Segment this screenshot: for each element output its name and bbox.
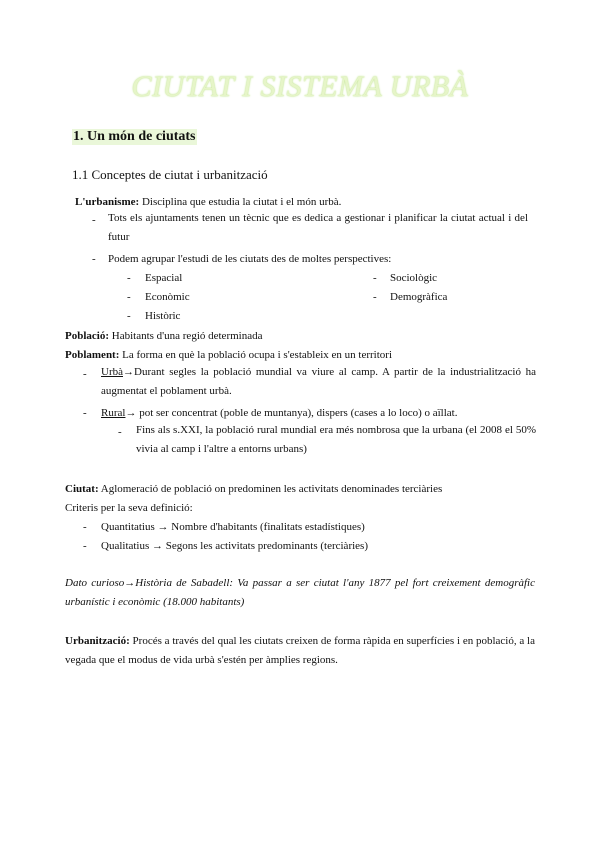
urbanisme-def: Disciplina que estudia la ciutat i el món urbà. (139, 196, 342, 208)
document-title: CIUTAT I SISTEMA URBÀ (131, 70, 469, 103)
bullet-dash: - (83, 540, 87, 552)
urbanitzacio-def: Procés a través del qual les ciutats creixen de forma ràpida en superfícies i en població, a la vegada que el modus de vida urbà s'estén per àmplies regions. (65, 635, 535, 666)
bullet-dash: - (92, 253, 96, 265)
section-heading-1-1: 1.1 Conceptes de ciutat i urbanització (72, 167, 268, 182)
perspective-item: Econòmic (145, 291, 190, 303)
rural-text: → pot ser concentrat (poble de muntanya), dispers (cases a lo loco) o aïllat. (125, 407, 458, 419)
perspective-item: Espacial (145, 272, 183, 284)
poblament-term: Poblament: (65, 349, 120, 361)
urba-label: Urbà (101, 366, 123, 378)
bullet-dash: - (118, 426, 122, 438)
ciutat-definition (65, 482, 442, 496)
poblacio-term: Població: (65, 330, 109, 342)
urbanisme-bullet-1: Tots els ajuntaments tenen un tècnic que es dedica a gestionar i planificar la ciutat actual i del futur (108, 212, 528, 243)
urba-text: →Durant segles la població mundial va viure al camp. A partir de la industrialització ha augmentat el poblament urbà. (101, 366, 536, 397)
bullet-dash: - (127, 272, 131, 284)
bullet-dash: - (373, 291, 377, 303)
criteri-qualitatiu: Qualitatius → Segons les activitats predominants (terciàries) (101, 540, 368, 552)
rural-label: Rural (101, 407, 126, 419)
urbanisme-definition (75, 195, 341, 209)
urbanisme-bullet-2: Podem agrupar l'estudi de les ciutats des de moltes perspectives: (108, 253, 392, 265)
perspective-item: Demogràfica (390, 291, 448, 303)
ciutat-criteris: Criteris per la seva definició: (65, 502, 193, 514)
poblament-def: La forma en què la població ocupa i s'estableix en un territori (119, 349, 392, 361)
section-heading-1: 1. Un món de ciutats (73, 129, 196, 144)
ciutat-term: Ciutat: (65, 483, 99, 495)
bullet-dash: - (127, 291, 131, 303)
criteri-quantitatiu: Quantitatius → Nombre d'habitants (finalitats estadístiques) (101, 521, 365, 533)
bullet-dash: - (83, 368, 87, 380)
perspective-item: Històric (145, 310, 181, 322)
bullet-dash: - (127, 310, 131, 322)
poblament-urba (101, 363, 536, 401)
poblament-definition (65, 348, 392, 362)
perspective-item: Sociològic (390, 272, 438, 284)
poblacio-def: Habitants d'una regió determinada (109, 330, 263, 342)
bullet-dash: - (83, 521, 87, 533)
dato-curioso: Dato curioso→Història de Sabadell: Va passar a ser ciutat l'any 1877 pel fort creixement demogràfic urbanístic i econòmic (18.000 habitants) (65, 577, 535, 608)
bullet-dash: - (92, 214, 96, 226)
bullet-dash: - (373, 272, 377, 284)
poblament-rural (101, 406, 457, 420)
poblacio-definition (65, 329, 262, 343)
urbanitzacio-definition (65, 632, 535, 670)
ciutat-def: Aglomeració de població on predominen les activitats denominades terciàries (98, 483, 443, 495)
urbanisme-term: L'urbanisme: (75, 196, 140, 208)
bullet-dash: - (83, 407, 87, 419)
rural-sub-bullet: Fins als s.XXI, la població rural mundial era més nombrosa que la urbana (el 2008 el 50% vivia al camp i l'altre a entorns urbans) (136, 424, 536, 455)
urbanitzacio-term: Urbanització: (65, 635, 130, 647)
